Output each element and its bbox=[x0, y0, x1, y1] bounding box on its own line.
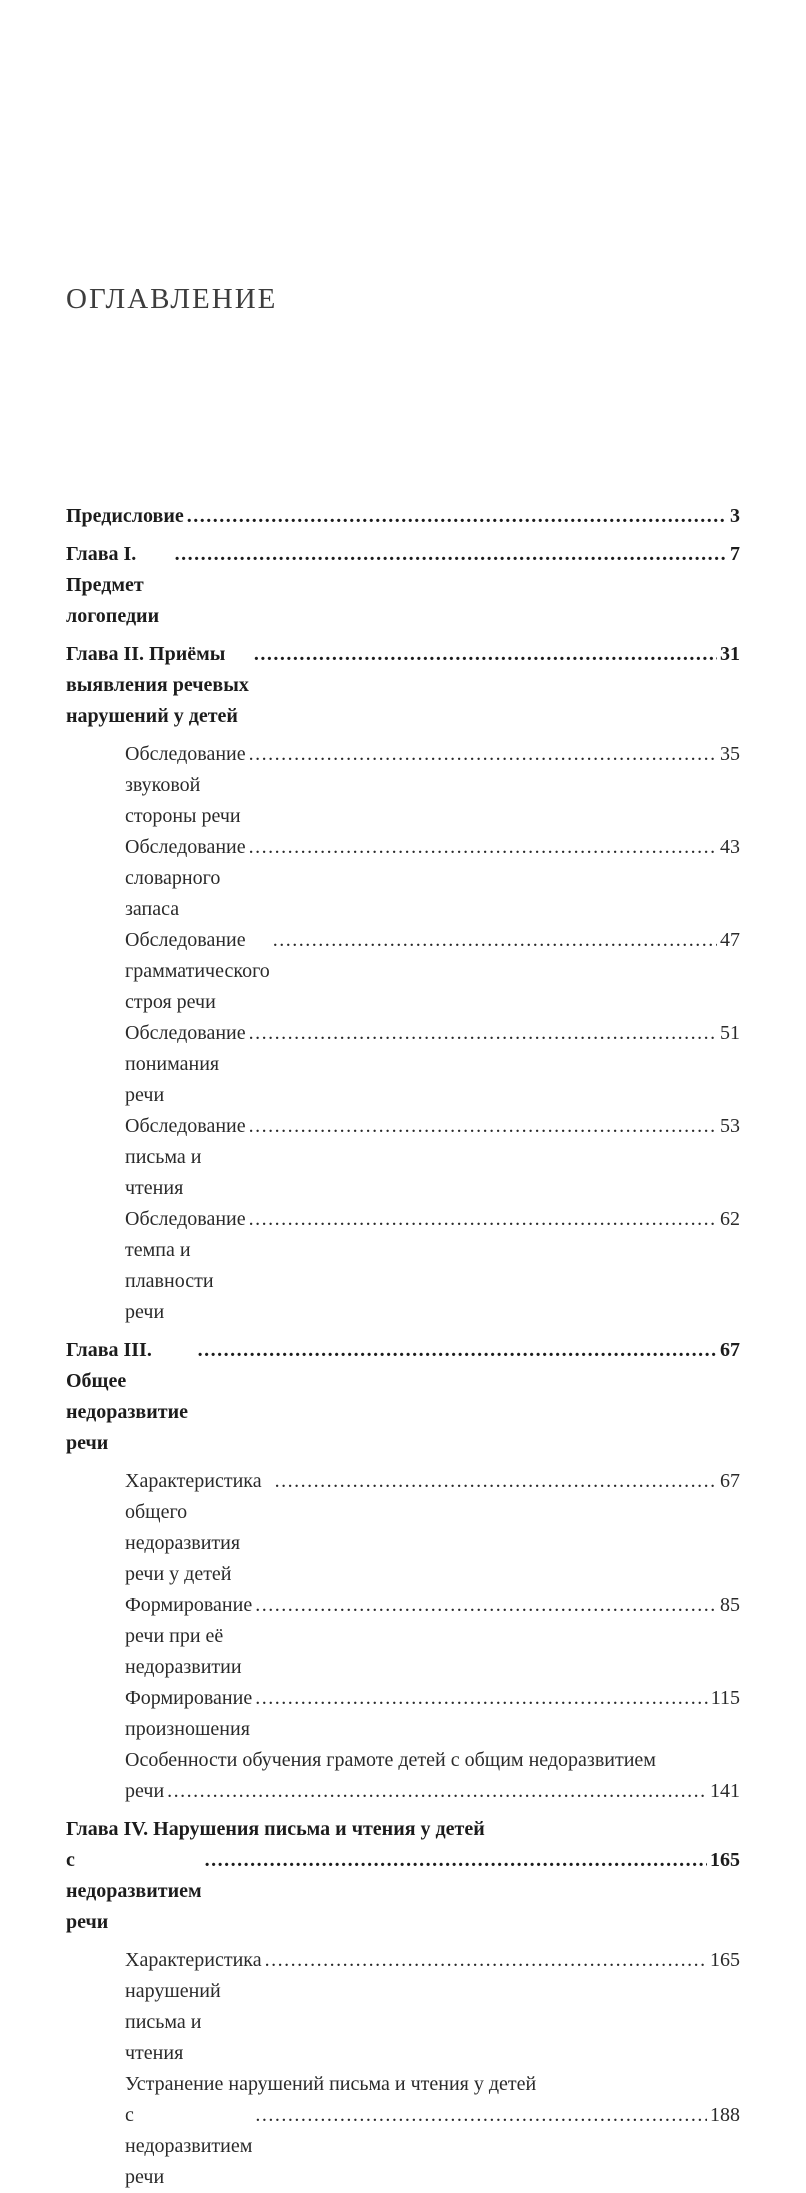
toc-entry-text: Обследование письма и чтения bbox=[125, 1115, 246, 1199]
toc-page-number: 67 bbox=[720, 1470, 740, 1492]
toc-entry-row bbox=[125, 925, 740, 1018]
toc-entry-row bbox=[66, 539, 740, 632]
toc-section-entry bbox=[66, 1683, 740, 1745]
toc-entry-row bbox=[125, 1204, 740, 1328]
toc-entry-row bbox=[66, 501, 740, 532]
toc-entry-text: Предисловие bbox=[66, 505, 184, 527]
toc-page-number: 141 bbox=[710, 1780, 740, 1802]
toc-section-entry bbox=[66, 1466, 740, 1590]
toc-page-number: 7 bbox=[730, 543, 740, 565]
toc-entry-row bbox=[125, 1683, 740, 1745]
dot-leader bbox=[255, 2100, 707, 2131]
dot-leader bbox=[249, 832, 717, 863]
toc-entry-text: Характеристика нарушений письма и чтения bbox=[125, 1949, 262, 2064]
toc-entry-text: Устранение нарушений письма и чтения у детей bbox=[125, 2073, 537, 2095]
toc-page-number: 188 bbox=[710, 2104, 740, 2126]
toc-section-entry bbox=[66, 1590, 740, 1683]
dot-leader bbox=[175, 539, 727, 570]
toc-page-number: 53 bbox=[720, 1115, 740, 1137]
toc-entry-row bbox=[125, 1945, 740, 2069]
toc-entry-text: с недоразвитием речи bbox=[125, 2104, 253, 2188]
toc-entry-text: Глава III. Общее недоразвитие речи bbox=[66, 1339, 188, 1454]
toc-chapter-entry bbox=[66, 1335, 740, 1459]
dot-leader bbox=[275, 1466, 717, 1497]
dot-leader bbox=[249, 739, 717, 770]
dot-leader bbox=[187, 501, 727, 532]
toc-chapter-entry bbox=[66, 501, 740, 532]
dot-leader bbox=[249, 1204, 717, 1235]
toc-section-entry bbox=[66, 1204, 740, 1328]
toc-entry-row bbox=[125, 739, 740, 832]
dot-leader bbox=[167, 1776, 707, 1807]
toc-entry-text: Глава I. Предмет логопедии bbox=[66, 543, 160, 627]
toc-entry-text: Характеристика общего недоразвития речи у детей bbox=[125, 1470, 262, 1585]
toc-entry-text: Формирование произношения bbox=[125, 1687, 253, 1740]
toc-section-entry bbox=[66, 925, 740, 1018]
toc-entry-text: Особенности обучения грамоте детей с общим недоразвитием bbox=[125, 1749, 656, 1771]
toc-page-number: 165 bbox=[710, 1949, 740, 1971]
toc-entry-text: речи bbox=[125, 1780, 165, 1802]
toc-section-entry bbox=[66, 1111, 740, 1204]
toc-section-entry bbox=[66, 1945, 740, 2069]
toc-entry-row bbox=[125, 1111, 740, 1204]
page-title: ОГЛАВЛЕНИЕ bbox=[66, 283, 278, 315]
toc-entry-row bbox=[125, 1018, 740, 1111]
toc-page-number: 51 bbox=[720, 1022, 740, 1044]
toc-entry-text: Глава IV. Нарушения письма и чтения у детей bbox=[66, 1818, 485, 1840]
dot-leader bbox=[205, 1845, 707, 1876]
toc-chapter-entry bbox=[66, 639, 740, 732]
toc-entry-text: Обследование словарного запаса bbox=[125, 836, 246, 920]
dot-leader bbox=[254, 639, 717, 670]
dot-leader bbox=[249, 1111, 717, 1142]
dot-leader bbox=[255, 1590, 717, 1621]
toc-chapter-entry bbox=[66, 539, 740, 632]
toc-page-number: 3 bbox=[730, 505, 740, 527]
toc-page-number: 47 bbox=[720, 929, 740, 951]
toc-entry-text: Обследование звуковой стороны речи bbox=[125, 743, 246, 827]
toc-page-number: 67 bbox=[720, 1339, 740, 1361]
toc-entry-text: Формирование речи при её недоразвитии bbox=[125, 1594, 253, 1678]
toc-entry-text: с недоразвитием речи bbox=[66, 1849, 202, 1933]
toc-page-number: 85 bbox=[720, 1594, 740, 1616]
toc-section-entry bbox=[66, 739, 740, 832]
toc-entry-row bbox=[125, 1590, 740, 1683]
toc-entry-row bbox=[125, 1466, 740, 1590]
toc-page-number: 43 bbox=[720, 836, 740, 858]
dot-leader bbox=[255, 1683, 708, 1714]
toc-section-entry bbox=[66, 1018, 740, 1111]
toc-page-number: 115 bbox=[710, 1687, 740, 1709]
toc-page-number: 62 bbox=[720, 1208, 740, 1230]
toc-entry-row bbox=[125, 832, 740, 925]
toc-entry-text: Глава II. Приёмы выявления речевых нарушений у детей bbox=[66, 643, 249, 727]
toc-entry-row bbox=[125, 1776, 740, 1807]
toc-entry-text: Обследование понимания речи bbox=[125, 1022, 246, 1106]
toc-entry-row bbox=[66, 639, 740, 732]
dot-leader bbox=[273, 925, 717, 956]
toc-entry-text: Обследование темпа и плавности речи bbox=[125, 1208, 246, 1323]
toc-page-number: 165 bbox=[710, 1849, 740, 1871]
toc-entry-row bbox=[66, 1845, 740, 1938]
dot-leader bbox=[249, 1018, 717, 1049]
toc-entry-row bbox=[66, 1335, 740, 1459]
dot-leader bbox=[265, 1945, 707, 1976]
toc-list bbox=[66, 501, 740, 2193]
toc-chapter-entry bbox=[66, 1814, 740, 1938]
toc-section-entry bbox=[66, 2069, 740, 2193]
toc-entry-row bbox=[125, 2100, 740, 2193]
dot-leader bbox=[198, 1335, 717, 1366]
toc-section-entry bbox=[66, 1745, 740, 1807]
toc-section-entry bbox=[66, 832, 740, 925]
toc-entry-text: Обследование грамматического строя речи bbox=[125, 929, 270, 1013]
toc-page-number: 31 bbox=[720, 643, 740, 665]
toc-page-number: 35 bbox=[720, 743, 740, 765]
